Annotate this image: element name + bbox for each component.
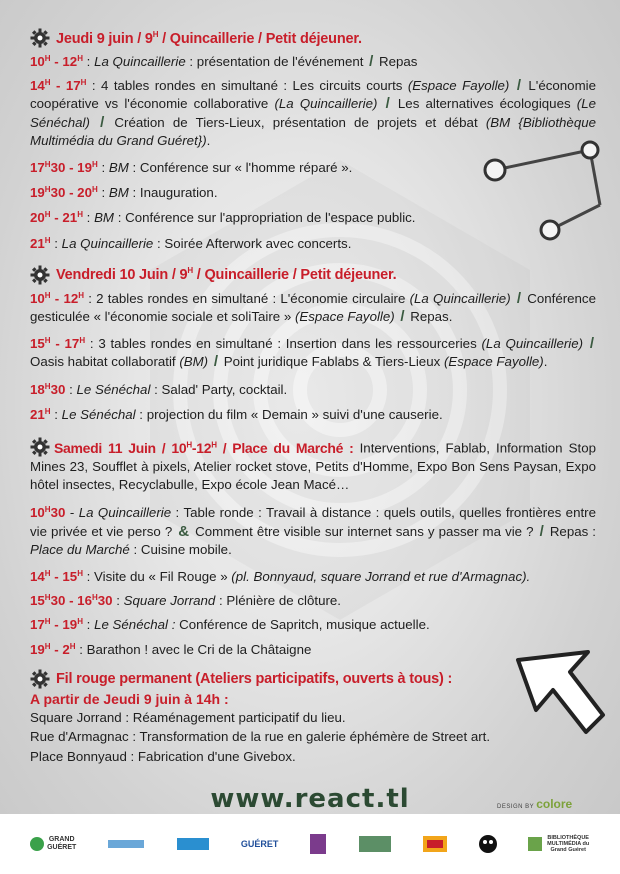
day3-line-2: $14^H - 15^H$ : Visite du « Fil Rouge » (pl. Bonnyaud, square Jorrand et rue d'Armagnac). (30, 568, 531, 584)
fil-rouge-title: Fil rouge permanent (Ateliers participatifs, ouverts à tous) : (56, 670, 453, 687)
day1-title: Jeudi 9 juin / $9^H$ / Quincaillerie / Petit déjeuner. (56, 29, 362, 47)
day3-heading (30, 436, 596, 494)
gear-icon (30, 669, 50, 689)
day1-line-5: $20^H - 21^H$ : BM : Conférence sur l'appropriation de l'espace public. (30, 210, 416, 226)
day2-line-4: $21^H$ : Le Sénéchal : projection du film « Demain » suivi d'une causerie. (30, 406, 443, 422)
partner-logo (308, 832, 328, 856)
day3-line-1: $10^H30$ - La Quincaillerie : Table ronde : Travail à distance : quels outils, quelles frontières entre vie privée et vie perso ? & Comment être visible sur internet sans y passer ma vie ? / Repas : Place du Marché : Cuisine mobile. (30, 505, 597, 557)
day2-line-3: $18^H30$ : Le Sénéchal : Salad' Party, cocktail. (30, 381, 288, 397)
partner-logo (175, 834, 211, 854)
fil-rouge-item: Square Jorrand : Réaménagement participatif du lieu. (30, 709, 346, 725)
program-content (30, 28, 596, 766)
day2-heading (30, 265, 596, 285)
day3-intro: Interventions, Fablab, Information Stop Mines 23, Soufflet à pixels, Atelier rocket stove, Petits d'Homme, Expo Bon Sens Paysan, Expo hôtel insectes, Recyclabulle, Expo école Jean Macé… (30, 440, 596, 493)
gear-icon (30, 265, 50, 285)
day1-line-1: $10^H - 12^H$ : La Quincaillerie : présentation de l'événement / Repas (30, 53, 418, 70)
day2-line-2: $15^H - 17^H$ : 3 tables rondes en simultané : Insertion dans les ressourceries (La Quincaillerie) / Oasis habitat collaboratif (BM) / Point juridique Fablabs & Tiers-Lieux (Espace Fayolle). (30, 335, 595, 371)
day3-line-5: $19^H - 2^H$ : Barathon ! avec le Cri de la Châtaigne (30, 641, 312, 657)
partner-logos-bar (0, 814, 620, 874)
day1-heading (30, 28, 596, 48)
day2-title: Vendredi 10 Juin / $9^H$ / Quincaillerie / Petit déjeuner. (56, 266, 397, 284)
fil-rouge-heading (30, 669, 596, 689)
partner-logo (106, 834, 146, 854)
day1-line-6: $21^H$ : La Quincaillerie : Soirée Afterwork avec concerts. (30, 235, 352, 251)
bibliotheque-multimedia-logo: BIBLIOTHÈQUE MULTIMÉDIA du Grand Guéret (527, 835, 591, 853)
partner-logo (357, 832, 393, 856)
website-url[interactable]: www.react.tl (210, 784, 410, 814)
day1-line-3: $17^H30 - 19^H$ : BM : Conférence sur « l'homme réparé ». (30, 160, 353, 176)
fil-rouge-subtitle: A partir de Jeudi 9 juin à 14h : (30, 690, 229, 707)
day2-line-1: $10^H - 12^H$ : 2 tables rondes en simultané : L'économie circulaire (La Quincaillerie) / Conférence gesticulée « l'économie sociale et soliTaire » (Espace Fayolle) / Repas. (30, 289, 596, 326)
partner-logo (422, 835, 448, 853)
colore-logo: colore (536, 797, 573, 811)
day1-line-2: $14^H - 17^H$ : 4 tables rondes en simultané : Les circuits courts (Espace Fayolle) / L'économie coopérative vs l'économie collaborative (La Quincaillerie) / Les alternatives écologiques (Le Sénéchal) / Création de Tiers-Lieux, présentation de projets et débat (BM {Bibliothèque Multimédia du Grand Guéret}). (30, 77, 597, 148)
ville-de-gueret-logo: GUÉRET (240, 839, 279, 849)
day3-line-4: $17^H - 19^H$ : Le Sénéchal : Conférence de Sapritch, musique actuelle. (30, 617, 430, 633)
day3-title: Samedi 11 Juin / $10^H-12^H$ / Place du Marché : (54, 439, 354, 456)
day1-line-4: $19^H30 - 20^H$ : BM : Inauguration. (30, 185, 218, 201)
partner-logo (478, 834, 498, 854)
grand-gueret-logo: GRAND GUÉRET (29, 836, 77, 852)
gear-icon (30, 437, 50, 457)
gear-icon (30, 28, 50, 48)
fil-rouge-item: Rue d'Armagnac : Transformation de la rue en galerie éphémère de Street art. (30, 729, 491, 745)
design-credit: DESIGN BY colore (497, 797, 573, 811)
day3-line-3: $15^H30 - 16^H30$ : Square Jorrand : Plénière de clôture. (30, 593, 341, 609)
fil-rouge-item: Place Bonnyaud : Fabrication d'une Givebox. (30, 748, 296, 764)
